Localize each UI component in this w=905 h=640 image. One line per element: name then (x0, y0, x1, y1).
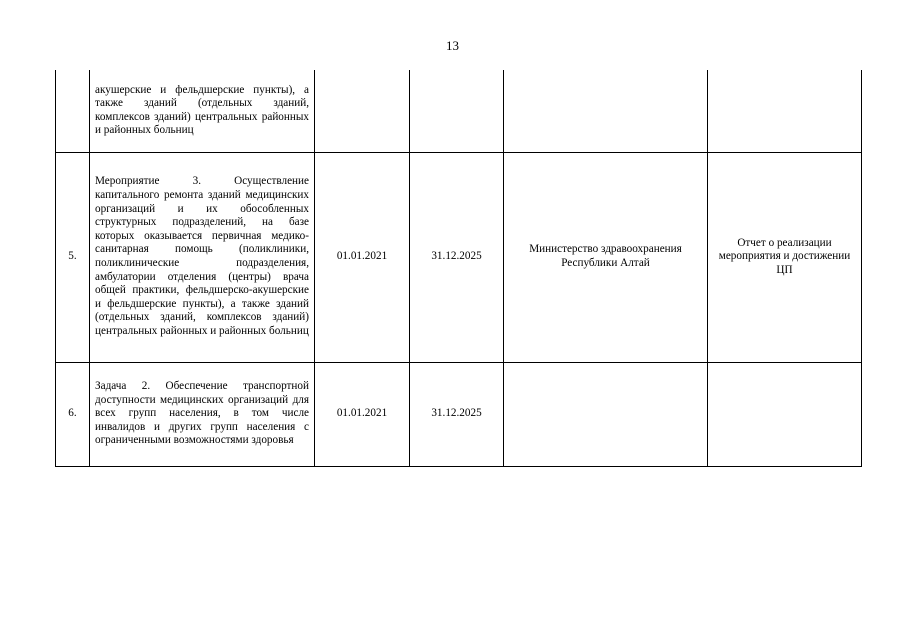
table-row (56, 362, 862, 466)
result-cell (708, 70, 862, 152)
activity-name-cell: Мероприятие 3. Осуществление капитального ремонта зданий медицинских организаций и их обособленных структурных подразделений, на базе которых оказывается первичная медико-санитарная помощь (поликлиники, поликлинические подразделения, амбулатории отделения (центры) врача общей практики, фельдшерско-акушерские и фельдшерские пункты), а также зданий (отдельных зданий, комплексов зданий) центральных районных и районных больниц (90, 152, 315, 362)
activity-name-cell: Задача 2. Обеспечение транспортной доступности медицинских организаций для всех групп населения, в том числе инвалидов и других групп населения с ограниченными возможностями здоровья (90, 362, 315, 466)
activity-name-cell: акушерские и фельдшерские пункты), а также зданий (отдельных зданий, комплексов зданий) центральных районных и районных больниц (90, 70, 315, 152)
table-row (56, 152, 862, 362)
end-date-cell: 31.12.2025 (410, 362, 504, 466)
page-number: 13 (446, 38, 459, 53)
executor-cell (504, 362, 708, 466)
start-date-cell: 01.01.2021 (315, 152, 410, 362)
end-date-cell (410, 70, 504, 152)
row-number-cell: 6. (56, 362, 90, 466)
activities-table (55, 70, 862, 467)
table-row (56, 70, 862, 152)
end-date-cell: 31.12.2025 (410, 152, 504, 362)
row-number-cell: 5. (56, 152, 90, 362)
result-cell (708, 362, 862, 466)
result-cell: Отчет о реализации мероприятия и достижении ЦП (708, 152, 862, 362)
start-date-cell: 01.01.2021 (315, 362, 410, 466)
row-number-cell (56, 70, 90, 152)
executor-cell: Министерство здравоохранения Республики Алтай (504, 152, 708, 362)
executor-cell (504, 70, 708, 152)
start-date-cell (315, 70, 410, 152)
